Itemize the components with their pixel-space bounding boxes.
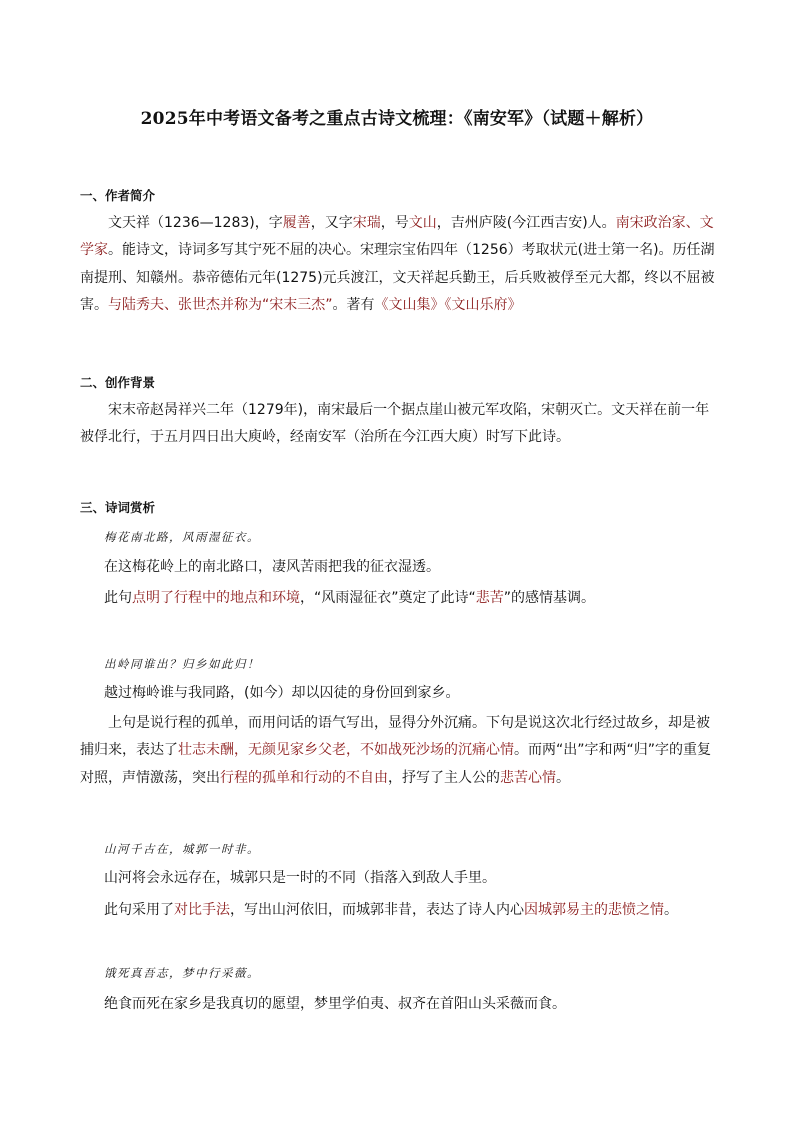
highlighted-text: 行程的孤单和行动的不自由 bbox=[220, 769, 388, 786]
poem-line: 出岭同谁出？归乡如此归！ bbox=[104, 657, 260, 671]
text-run: ，抒写了主人公的 bbox=[388, 769, 500, 786]
highlighted-text: 文山 bbox=[408, 215, 437, 231]
highlighted-text: 《文山集》《文山乐府》 bbox=[374, 296, 522, 313]
text-run: ，号 bbox=[380, 215, 409, 231]
text-run: ，写出山河依旧，而城郭非昔，表达了诗人内心 bbox=[230, 902, 524, 918]
translation-line: 越过梅岭谁与我同路，(如今）却以囚徒的身份回到家乡。 bbox=[104, 685, 460, 701]
highlighted-text: 悲苦 bbox=[475, 590, 504, 606]
author-intro-paragraph bbox=[80, 210, 720, 319]
text-run: 。著有 bbox=[332, 296, 375, 313]
highlighted-text: 点明了行程中的地点和环境 bbox=[132, 590, 300, 606]
text-run: ，吉州庐陵(今江西吉安)人。 bbox=[436, 215, 616, 231]
highlighted-text: 南宋政治家、文学家 bbox=[80, 215, 714, 259]
highlighted-text: 宋瑞 bbox=[352, 215, 381, 231]
background-paragraph bbox=[80, 397, 720, 452]
text-run: ”的感情基调。 bbox=[503, 590, 596, 606]
translation-line: 山河将会永远存在，城郭只是一时的不同（指落入到敌人手里。 bbox=[104, 870, 496, 886]
text-run: 。能诗文，诗词多写其宁死不屈的决心。宋理宗宝佑四年（1256）考取状元(进士第一名)。历任湖南提刑、知赣州。恭帝德佑元年(1275)元兵渡江，文天祥起兵勤王，后兵败被俘至元大都，终以不屈被害。 bbox=[80, 242, 715, 313]
section-heading-background: 二、创作背景 bbox=[80, 375, 156, 390]
analysis-paragraph bbox=[80, 710, 720, 792]
poem-line: 饿死真吾志，梦中行采薇。 bbox=[104, 966, 260, 980]
text-run: 。而两“出”字和两“归”字的重复对照，声情激荡，突出 bbox=[80, 742, 712, 786]
poem-line: 梅花南北路，风雨湿征衣。 bbox=[104, 530, 260, 544]
highlighted-text: 与陆秀夫、张世杰并称为“宋末三杰” bbox=[108, 296, 333, 313]
text-run: 上句是说行程的孤单，而用问话的语气写出，显得分外沉痛。下句是说这次北行经过故乡，却是被捕归来，表达了 bbox=[80, 715, 710, 759]
translation-line: 绝食而死在家乡是我真切的愿望，梦里学伯夷、叔齐在首阳山头采薇而食。 bbox=[104, 996, 566, 1012]
text-run: 。 bbox=[556, 769, 570, 786]
poem-line: 山河千古在，城郭一时非。 bbox=[104, 842, 260, 856]
highlighted-text: 履善 bbox=[282, 215, 311, 231]
text-run: ，又字 bbox=[310, 215, 353, 231]
translation-line: 在这梅花岭上的南北路口，凄风苦雨把我的征衣湿透。 bbox=[104, 559, 440, 575]
text-run: 此句采用了 bbox=[104, 902, 174, 918]
analysis-line bbox=[104, 588, 595, 608]
text-run: ，“风雨湿征衣”奠定了此诗“ bbox=[300, 590, 476, 606]
document-title: 2025年中考语文备考之重点古诗文梳理：《南安军》（试题＋解析） bbox=[140, 109, 654, 129]
highlighted-text: 壮志未酬，无颜见家乡父老，不如战死沙场的沉痛心情 bbox=[178, 742, 514, 759]
section-heading-appreciation: 三、诗词赏析 bbox=[80, 500, 156, 515]
text-run: 。 bbox=[664, 902, 678, 918]
text-run: 文天祥（1236—1283)，字 bbox=[108, 215, 283, 231]
section-heading-author: 一、作者简介 bbox=[80, 188, 156, 203]
highlighted-text: 因城郭易主的悲愤之情 bbox=[524, 902, 664, 918]
text-run: 此句 bbox=[104, 590, 132, 606]
analysis-line bbox=[104, 900, 678, 920]
highlighted-text: 悲苦心情 bbox=[500, 769, 556, 786]
highlighted-text: 对比手法 bbox=[174, 902, 230, 918]
text-run: 宋末帝赵昺祥兴二年（1279年)，南宋最后一个据点崖山被元军攻陷，宋朝灭亡。文天祥在前一年被俘北行，于五月四日出大庾岭，经南安军（治所在今江西大庾）时写下此诗。 bbox=[80, 402, 710, 446]
